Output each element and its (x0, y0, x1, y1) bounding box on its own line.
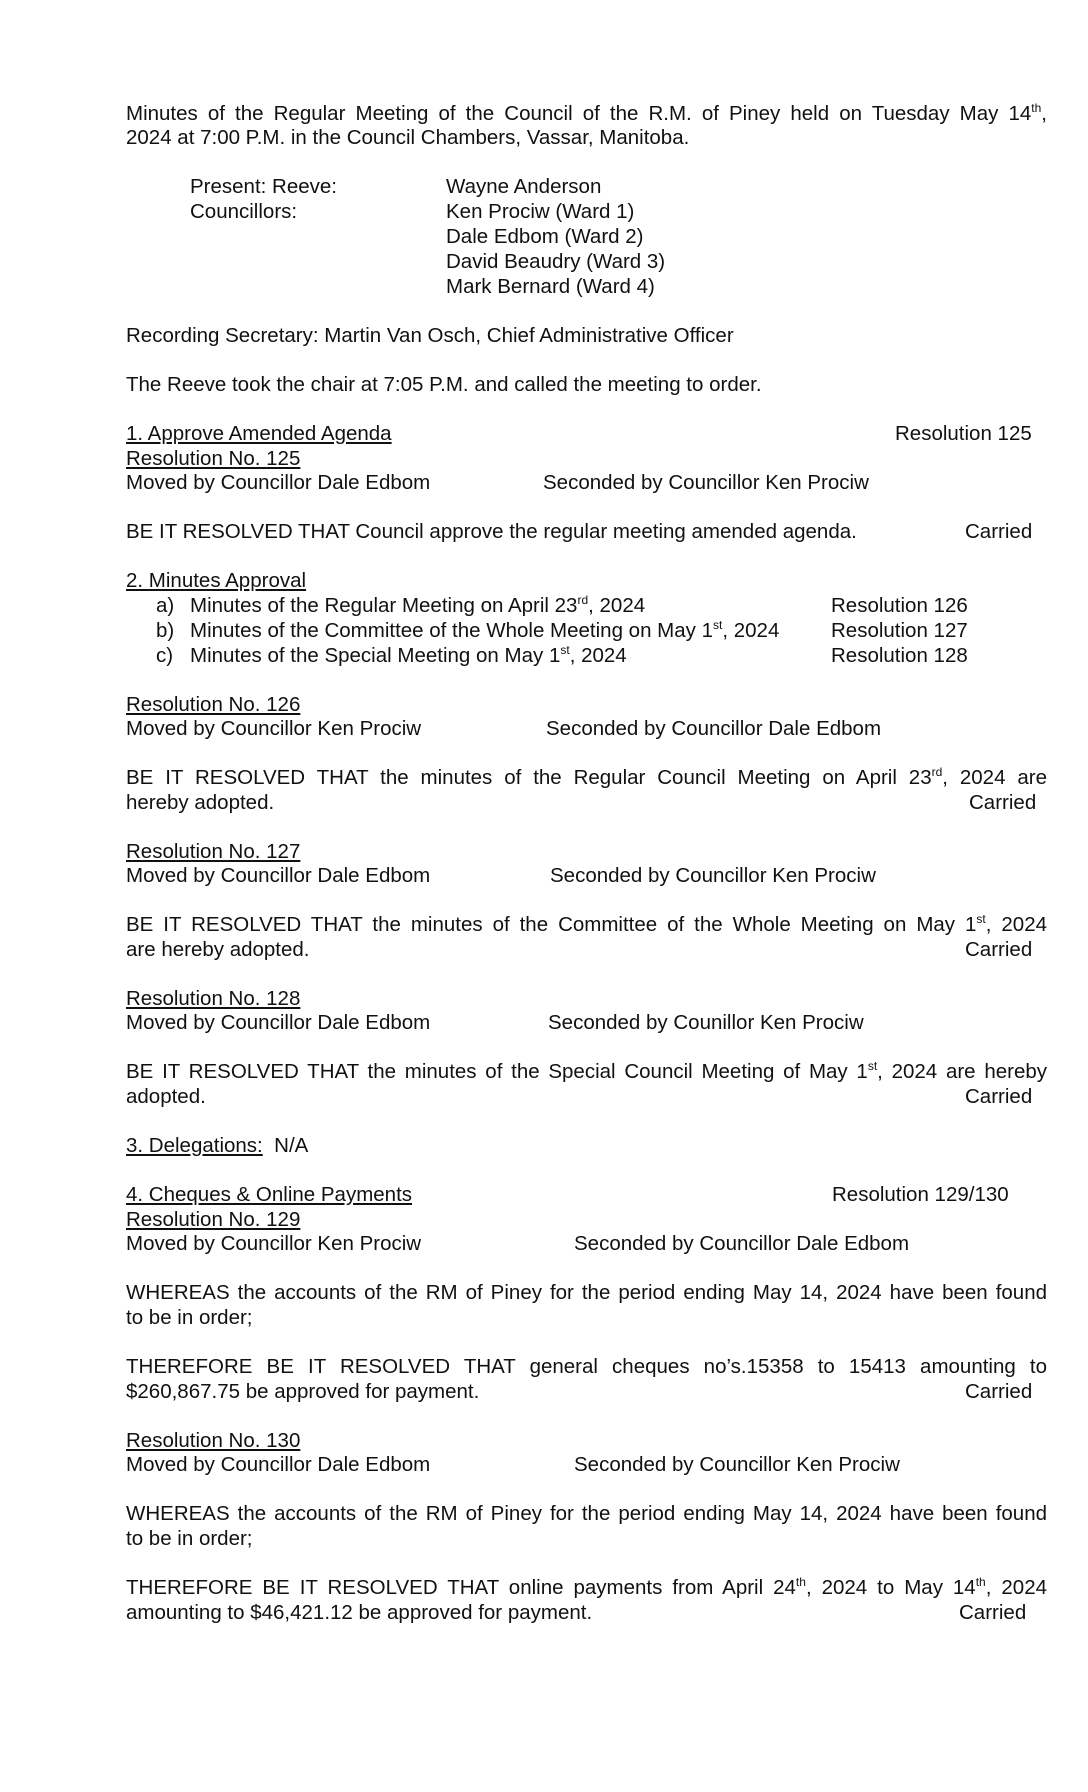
resolution-127-number: Resolution No. 127 (126, 840, 301, 863)
minutes-item-resolution-ref: Resolution 128 (831, 644, 968, 667)
resolution-127-text-2: are hereby adopted. (126, 938, 310, 961)
resolution-129-whereas-2: to be in order; (126, 1306, 253, 1329)
minutes-item-letter: c) (156, 644, 174, 667)
section-1-resolution-ref: Resolution 125 (895, 422, 1032, 445)
resolution-128-text: BE IT RESOLVED THAT the minutes of the Special Council Meeting of May 1st, 2024 are hereby (126, 1059, 1047, 1083)
resolution-128-moved: Moved by Councillor Dale Edbom (126, 1011, 431, 1034)
call-to-order: The Reeve took the chair at 7:05 P.M. and called the meeting to order. (126, 373, 762, 396)
resolution-130-number: Resolution No. 130 (126, 1429, 301, 1452)
resolution-129-moved: Moved by Councillor Ken Prociw (126, 1232, 422, 1255)
resolution-129-number: Resolution No. 129 (126, 1208, 301, 1231)
resolution-129-seconded: Seconded by Councillor Dale Edbom (574, 1232, 910, 1255)
section-1-heading: 1. Approve Amended Agenda (126, 422, 392, 445)
resolution-130-seconded: Seconded by Councillor Ken Prociw (574, 1453, 900, 1476)
councillor-name: Mark Bernard (Ward 4) (446, 275, 655, 298)
resolution-130-status: Carried (959, 1601, 1027, 1624)
recording-secretary: Recording Secretary: Martin Van Osch, Chief Administrative Officer (126, 324, 734, 347)
resolution-130-therefore-2: amounting to $46,421.12 be approved for payment. (126, 1601, 593, 1624)
resolution-126-moved: Moved by Councillor Ken Prociw (126, 717, 422, 740)
section-3-value: N/A (274, 1134, 309, 1157)
councillor-name: Dale Edbom (Ward 2) (446, 225, 644, 248)
resolution-128-status: Carried (965, 1085, 1033, 1108)
resolution-129-whereas: WHEREAS the accounts of the RM of Piney for the period ending May 14, 2024 have been found (126, 1281, 1047, 1304)
resolution-129-status: Carried (965, 1380, 1033, 1403)
councillor-name: David Beaudry (Ward 3) (446, 250, 666, 273)
resolution-126-text: BE IT RESOLVED THAT the minutes of the Regular Council Meeting on April 23rd, 2024 are (126, 765, 1047, 789)
minutes-item-text: Minutes of the Special Meeting on May 1st, 2024 (190, 643, 627, 667)
resolution-127-status: Carried (965, 938, 1033, 961)
resolution-125-status: Carried (965, 520, 1033, 543)
resolution-127-seconded: Seconded by Councillor Ken Prociw (550, 864, 876, 887)
resolution-127-text: BE IT RESOLVED THAT the minutes of the Committee of the Whole Meeting on May 1st, 2024 (126, 912, 1048, 936)
resolution-126-status: Carried (969, 791, 1037, 814)
minutes-item-letter: a) (156, 594, 175, 617)
section-3 (126, 1134, 308, 1158)
resolution-128-number: Resolution No. 128 (126, 987, 301, 1010)
resolution-126-text-2: hereby adopted. (126, 791, 275, 814)
resolution-125-moved: Moved by Councillor Dale Edbom (126, 471, 431, 494)
resolution-130-whereas-2: to be in order; (126, 1527, 253, 1550)
section-4-resolution-ref: Resolution 129/130 (832, 1183, 1009, 1206)
resolution-130-therefore: THEREFORE BE IT RESOLVED THAT online payments from April 24th, 2024 to May 14th, 2024 (126, 1575, 1047, 1599)
section-2-heading: 2. Minutes Approval (126, 569, 307, 592)
minutes-item-resolution-ref: Resolution 127 (831, 619, 968, 642)
resolution-126-number: Resolution No. 126 (126, 693, 301, 716)
councillors-label: Councillors: (190, 200, 298, 223)
minutes-item-resolution-ref: Resolution 126 (831, 594, 968, 617)
resolution-130-whereas: WHEREAS the accounts of the RM of Piney for the period ending May 14, 2024 have been found (126, 1502, 1047, 1525)
resolution-130-moved: Moved by Councillor Dale Edbom (126, 1453, 431, 1476)
resolution-129-therefore-2: $260,867.75 be approved for payment. (126, 1380, 480, 1403)
reeve-name: Wayne Anderson (446, 175, 602, 198)
resolution-128-text-2: adopted. (126, 1085, 206, 1108)
resolution-126-seconded: Seconded by Councillor Dale Edbom (546, 717, 882, 740)
section-4-heading: 4. Cheques & Online Payments (126, 1183, 413, 1206)
minutes-item-letter: b) (156, 619, 175, 642)
minutes-item-text: Minutes of the Regular Meeting on April 23rd, 2024 (190, 593, 646, 617)
resolution-125-text: BE IT RESOLVED THAT Council approve the regular meeting amended agenda. (126, 520, 857, 543)
resolution-125-number: Resolution No. 125 (126, 447, 301, 470)
resolution-125-seconded: Seconded by Councillor Ken Prociw (543, 471, 869, 494)
resolution-127-moved: Moved by Councillor Dale Edbom (126, 864, 431, 887)
resolution-129-therefore: THEREFORE BE IT RESOLVED THAT general cheques no’s.15358 to 15413 amounting to (126, 1355, 1047, 1378)
header-line-2: 2024 at 7:00 P.M. in the Council Chambers, Vassar, Manitoba. (126, 126, 690, 149)
section-3-heading: 3. Delegations: (126, 1134, 263, 1157)
header-line-1: Minutes of the Regular Meeting of the Council of the R.M. of Piney held on Tuesday May 14th, (126, 101, 1047, 125)
councillor-name: Ken Prociw (Ward 1) (446, 200, 635, 223)
reeve-label: Present: Reeve: (190, 175, 337, 198)
minutes-item-text: Minutes of the Committee of the Whole Meeting on May 1st, 2024 (190, 618, 780, 642)
resolution-128-seconded: Seconded by Counillor Ken Prociw (548, 1011, 864, 1034)
